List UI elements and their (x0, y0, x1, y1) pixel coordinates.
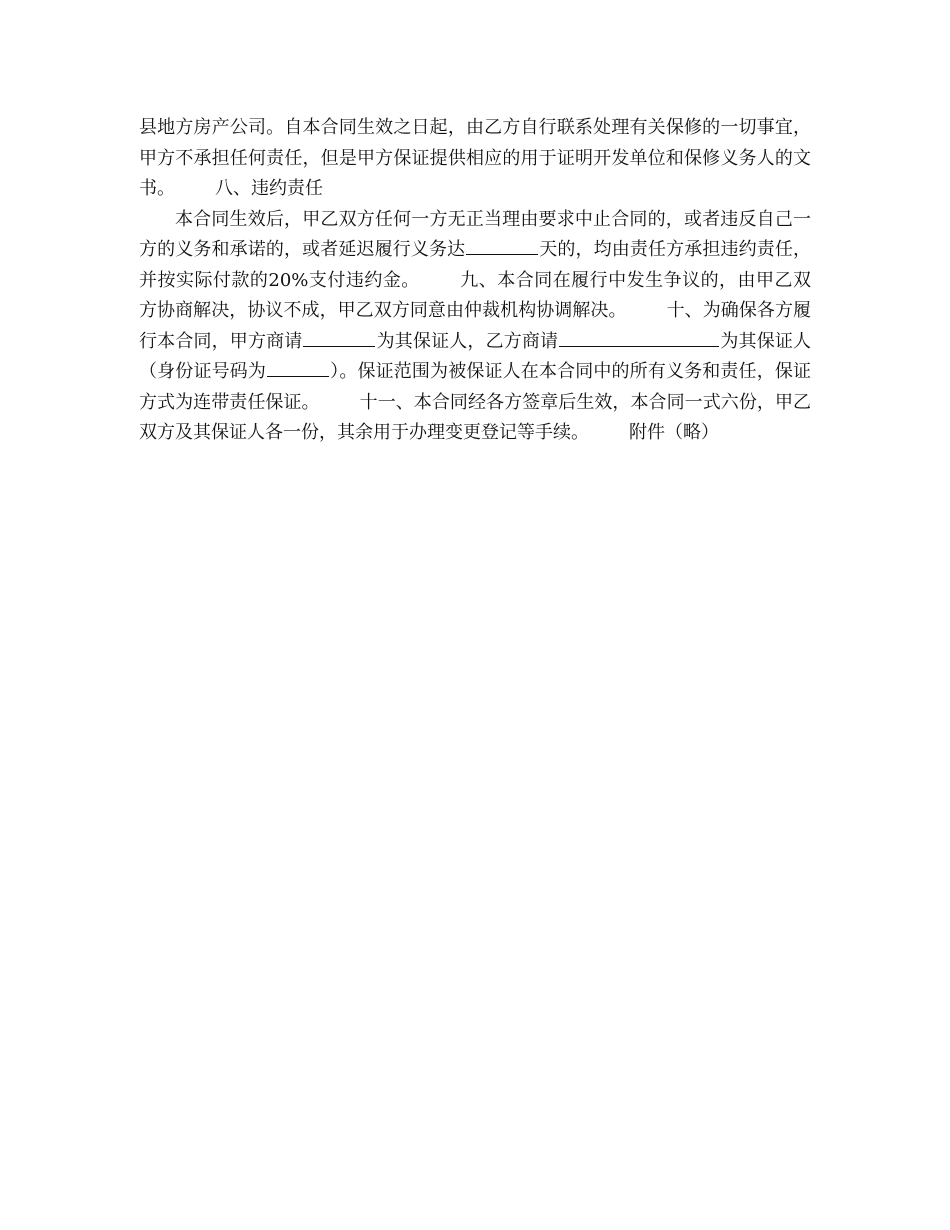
party-b-guarantor-blank (559, 328, 719, 347)
section-heading-breach: 八、违约责任 (215, 178, 323, 199)
clause-guarantee-b: 为其保证人，乙方商请 (376, 330, 559, 352)
paragraph-warranty (139, 113, 811, 205)
breach-text: 本合同生效后，甲乙双方任何一方无正当理由要求中止合同的，或者违反自己一方的义务和承诺的，或者延迟履行义务达 (139, 208, 811, 260)
clause-effective: 十一、本合同经各方签章后生效，本合同一式六份，甲乙双方及其保证人各一份，其余用于办理变更登记等手续。 (139, 391, 812, 443)
days-blank (466, 236, 538, 255)
breach-text-cont: 天的，均由责任方承担违约责任，并按实际付款的20%支付违约金。 (139, 239, 812, 291)
clause-guarantee-c: 为其保证人（身份证号码为 (139, 330, 812, 382)
paragraph-breach (139, 205, 811, 449)
clause-guarantee-a: 十、为确保各方履行本合同，甲方商请 (139, 300, 812, 352)
clause-guarantee-d: ）。保证范围为被保证人在本合同中的所有义务和责任，保证方式为连带责任保证。 (139, 361, 811, 413)
id-number-blank (267, 358, 329, 377)
party-a-guarantor-blank (303, 328, 375, 347)
contract-body (139, 113, 811, 449)
attachment-note: 附件（略） (629, 422, 719, 443)
clause-dispute: 九、本合同在履行中发生争议的，由甲乙双方协商解决，协议不成，甲乙双方同意由仲裁机构协调解决。 (139, 269, 811, 321)
warranty-text: 县地方房产公司。自本合同生效之日起，由乙方自行联系处理有关保修的一切事宜，甲方不承担任何责任，但是甲方保证提供相应的用于证明开发单位和保修义务人的文书。 (139, 117, 811, 199)
